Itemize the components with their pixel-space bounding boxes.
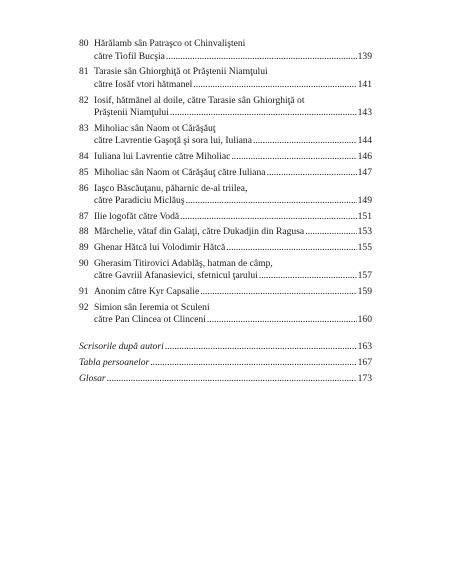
- dot-leader: [166, 51, 357, 64]
- page-number: 139: [357, 50, 372, 62]
- entry-body: [94, 151, 372, 164]
- dot-leader: [165, 341, 357, 354]
- entry-number: 84: [79, 151, 89, 163]
- page-number: 153: [357, 226, 372, 238]
- toc-entry: [79, 242, 372, 255]
- entry-body: [94, 183, 372, 208]
- section-title: Glosar: [79, 372, 106, 384]
- entry-title-line: către Pan Clincea ot Clinceni: [94, 314, 206, 326]
- entry-body: [94, 286, 372, 299]
- toc-entry: [79, 38, 372, 63]
- dot-leader: [226, 242, 356, 255]
- dot-leader: [180, 211, 356, 224]
- entry-number: 87: [79, 210, 89, 222]
- entry-number: 92: [79, 301, 89, 313]
- entry-body: [94, 211, 372, 224]
- toc-entry: [79, 95, 372, 120]
- toc-entry: [79, 286, 372, 299]
- entry-number: 83: [79, 122, 89, 134]
- toc-entry: [79, 123, 372, 148]
- entry-title-line: Miholiac sân Naom ot Cărăşăuţ: [94, 122, 216, 134]
- toc-entry: [79, 226, 372, 239]
- page-number: 160: [357, 314, 372, 326]
- entry-leader-line: [94, 211, 372, 224]
- page-number: 147: [357, 166, 372, 178]
- entry-title-line: Iosif, hătmănel al doile, către Tarasie sân Ghiorghiţă ot: [94, 94, 305, 106]
- dot-leader: [200, 286, 356, 299]
- dot-leader: [259, 270, 357, 283]
- toc-entry: [79, 302, 372, 327]
- page-number: 159: [357, 286, 372, 298]
- entry-number: 80: [79, 38, 89, 49]
- toc-entry: [79, 66, 372, 91]
- entry-title-line: Tarasie sân Ghiorghiţă ot Prăştenii Niamţului: [94, 66, 268, 78]
- dot-leader: [305, 226, 356, 239]
- entry-title-line: Anonim către Kyr Capsalie: [94, 286, 200, 298]
- entry-leader-line: [94, 107, 372, 120]
- toc-section-entry: [79, 357, 372, 370]
- entry-title-line: Miholiac sân Naom ot Cărăşăuţ către Iuliana: [94, 166, 266, 178]
- entry-body: [79, 341, 372, 354]
- entry-title-line: Hărălamb sân Patraşco ot Chinvalişteni: [94, 38, 246, 49]
- entry-body: [94, 123, 372, 148]
- toc-section-entry: [79, 373, 372, 386]
- entry-leader-line: [94, 167, 372, 180]
- entry-number: 86: [79, 182, 89, 194]
- dot-leader: [231, 151, 356, 164]
- entry-number: 88: [79, 226, 89, 238]
- entry-leader-line: [94, 79, 372, 92]
- entry-number: 89: [79, 242, 89, 254]
- toc-entry: [79, 211, 372, 224]
- entry-number: 85: [79, 166, 89, 178]
- entry-title-line: către Iosăf vtori hătmanel: [94, 78, 193, 90]
- entry-body: [94, 258, 372, 283]
- entry-leader-line: [94, 51, 372, 64]
- entry-number: 91: [79, 286, 89, 298]
- toc-entry: [79, 151, 372, 164]
- page-number: 141: [357, 78, 372, 90]
- entry-leader-line: [79, 341, 372, 354]
- entry-leader-line: [79, 357, 372, 370]
- page-number: 167: [357, 356, 372, 368]
- entry-body: [79, 373, 372, 386]
- entry-title-line: Ghenar Hătcă lui Volodimir Hătcă: [94, 242, 226, 254]
- entry-leader-line: [94, 314, 372, 327]
- entry-body: [94, 226, 372, 239]
- page-number: 146: [357, 151, 372, 163]
- entry-title-line: Prăştenii Niamţului: [94, 107, 169, 119]
- entry-body: [94, 66, 372, 91]
- toc-entry: [79, 183, 372, 208]
- section-title: Scrisorile după autori: [79, 341, 164, 352]
- entry-leader-line: [94, 286, 372, 299]
- dot-leader: [186, 195, 357, 208]
- entry-body: [94, 95, 372, 120]
- toc-entry: [79, 258, 372, 283]
- page-number: 163: [357, 341, 372, 352]
- entry-title-line: Iaşco Băscăuţanu, păharnic de-al triilea,: [94, 182, 248, 194]
- dot-leader: [193, 79, 356, 92]
- page-number: 155: [357, 242, 372, 254]
- toc-entries: [79, 38, 372, 327]
- entry-leader-line: [79, 373, 372, 386]
- entry-body: [94, 167, 372, 180]
- entry-leader-line: [94, 226, 372, 239]
- entry-leader-line: [94, 270, 372, 283]
- dot-leader: [267, 167, 357, 180]
- entry-title-line: către Lavrentie Gaşoţă şi sora lui, Iuliana: [94, 135, 252, 147]
- entry-body: [94, 242, 372, 255]
- entry-title-line: către Tiofil Bucşia: [94, 50, 165, 62]
- entry-title-line: Gherasim Titirovici Adablăş, hatman de câmp,: [94, 257, 273, 269]
- entry-title-line: Simion sân Ieremia ot Sculeni: [94, 301, 210, 313]
- entry-body: [79, 357, 372, 370]
- dot-leader: [253, 135, 357, 148]
- page-number: 157: [357, 270, 372, 282]
- toc-sections: [79, 341, 372, 385]
- entry-title-line: către Gavriil Afanasievici, sfetnicul ţarului: [94, 270, 258, 282]
- dot-leader: [150, 357, 356, 370]
- entry-title-line: Mărchelie, vătaf din Galaţi, către Dukadjin din Ragusa: [94, 226, 305, 238]
- dot-leader: [207, 314, 357, 327]
- entry-body: [94, 302, 372, 327]
- page-number: 151: [357, 210, 372, 222]
- entry-body: [94, 38, 372, 63]
- table-of-contents: [79, 38, 372, 388]
- page-number: 144: [357, 135, 372, 147]
- dot-leader: [170, 107, 357, 120]
- entry-number: 81: [79, 66, 89, 78]
- entry-title-line: Ilie logofăt către Vodă: [94, 210, 180, 222]
- section-title: Tabla persoanelor: [79, 356, 150, 368]
- entry-leader-line: [94, 151, 372, 164]
- entry-title-line: Iuliana lui Lavrentie către Miholiac: [94, 151, 231, 163]
- entry-leader-line: [94, 242, 372, 255]
- entry-title-line: către Paradiciu Miclăuş: [94, 195, 185, 207]
- toc-entry: [79, 167, 372, 180]
- entry-number: 90: [79, 257, 89, 269]
- entry-leader-line: [94, 195, 372, 208]
- page-number: 143: [357, 107, 372, 119]
- page-number: 173: [357, 372, 372, 384]
- page-number: 149: [357, 195, 372, 207]
- dot-leader: [107, 373, 357, 386]
- entry-number: 82: [79, 94, 89, 106]
- entry-leader-line: [94, 135, 372, 148]
- toc-section-entry: [79, 341, 372, 354]
